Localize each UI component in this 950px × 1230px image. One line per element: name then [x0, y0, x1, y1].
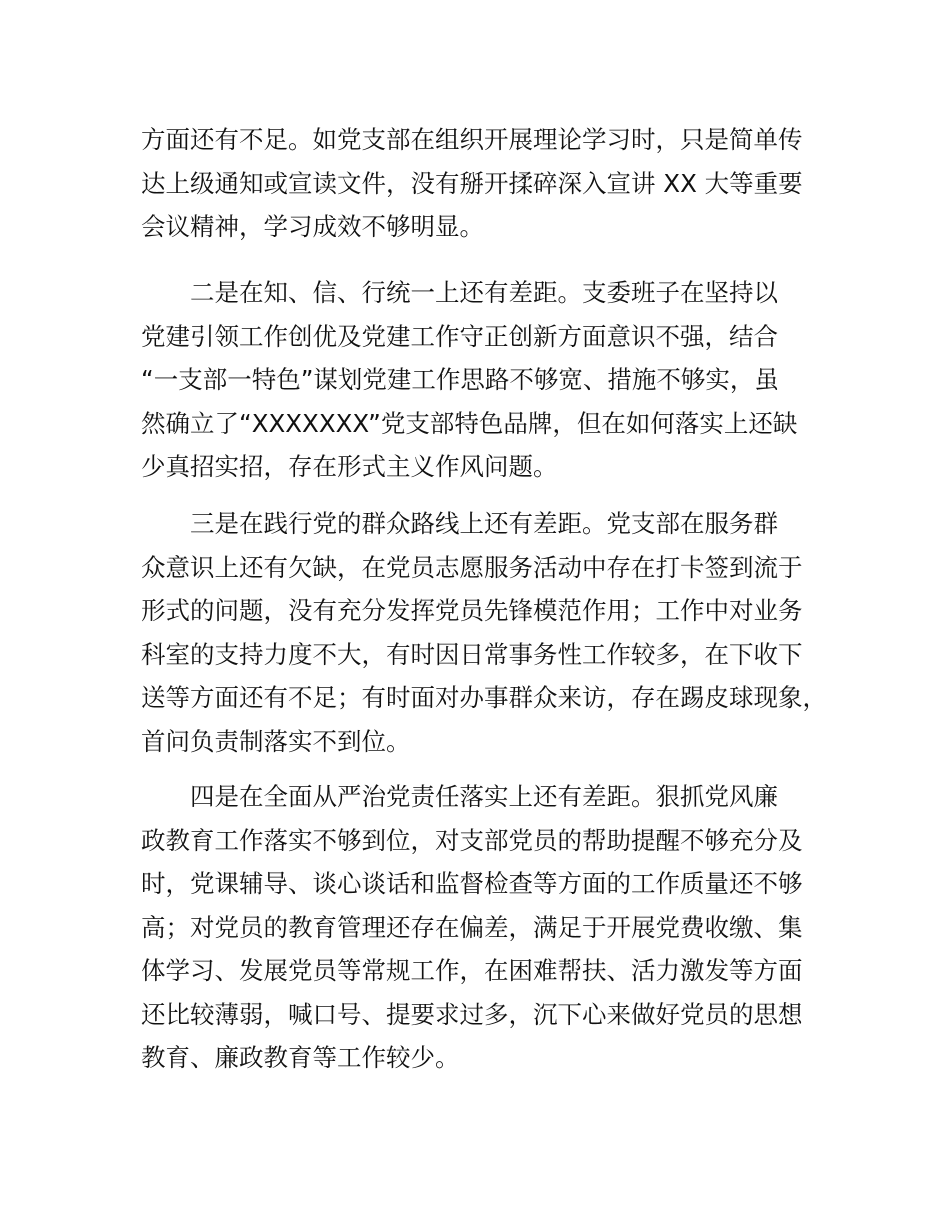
- text-line: 政教育工作落实不够到位，对支部党员的帮助提醒不够充分及: [141, 825, 803, 855]
- text-line: 三是在践行党的群众路线上还有差距。党支部在服务群: [190, 509, 778, 538]
- text-line: 时，党课辅导、谈心谈话和监督检查等方面的工作质量还不够: [141, 869, 803, 898]
- text-line: 少真招实招，存在形式主义作风问题。: [141, 452, 558, 481]
- text-line: 然确立了“XXXXXXX”党支部特色品牌，但在如何落实上还缺: [141, 408, 798, 438]
- text-line: 科室的支持力度不大，有时因日常事务性工作较多，在下收下: [141, 639, 803, 669]
- text-line: 形式的问题，没有充分发挥党员先锋模范作用；工作中对业务: [141, 596, 803, 625]
- text-line: 首问负责制落实不到位。: [141, 726, 411, 756]
- paragraph-point-three: [141, 502, 841, 763]
- text-line: “一支部一特色”谋划党建工作思路不够宽、措施不够实，虽: [141, 365, 779, 394]
- text-line: 二是在知、信、行统一上还有差距。支委班子在坚持以: [190, 278, 778, 307]
- text-line: 众意识上还有欠缺，在党员志愿服务活动中存在打卡签到流于: [141, 552, 803, 582]
- text-line: 送等方面还有不足；有时面对办事群众来访，存在踢皮球现象，: [141, 683, 827, 712]
- text-line: 会议精神，学习成效不够明显。: [141, 212, 484, 241]
- paragraph-point-four: [141, 775, 841, 1080]
- text-line: 体学习、发展党员等常规工作，在困难帮扶、活力激发等方面: [141, 956, 803, 985]
- text-line: 四是在全面从严治党责任落实上还有差距。狠抓党风廉: [190, 782, 778, 811]
- text-line: 还比较薄弱，喊口号、提要求过多，沉下心来做好党员的思想: [141, 999, 803, 1029]
- paragraph-point-two: [141, 271, 841, 489]
- text-line: 教育、廉政教育等工作较少。: [141, 1043, 460, 1072]
- text-line: 方面还有不足。如党支部在组织开展理论学习时，只是简单传: [141, 125, 803, 154]
- text-line: 党建引领工作创优及党建工作守正创新方面意识不强，结合: [141, 321, 778, 351]
- paragraph-continuation: [141, 118, 841, 249]
- text-line: 达上级通知或宣读文件，没有掰开揉碎深入宣讲 XX 大等重要: [141, 168, 803, 198]
- text-line: 高；对党员的教育管理还存在偏差，满足于开展党费收缴、集: [141, 912, 803, 942]
